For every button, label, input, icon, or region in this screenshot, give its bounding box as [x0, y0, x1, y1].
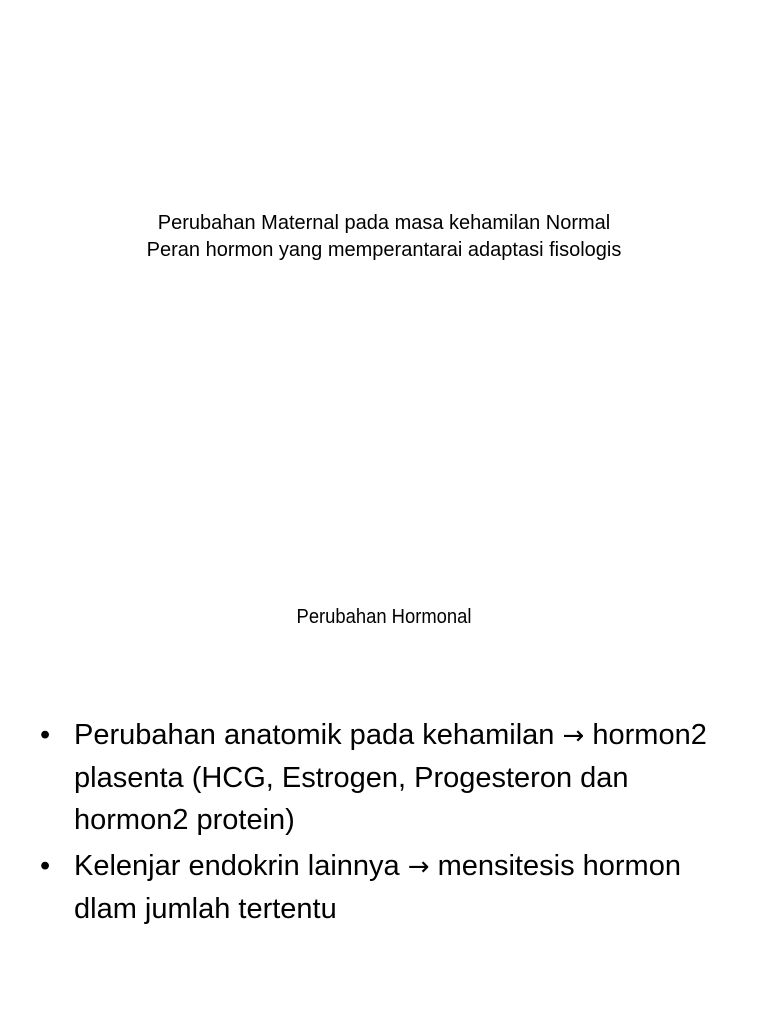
- right-arrow-icon: →: [407, 852, 430, 882]
- bullet-list: [38, 714, 728, 934]
- bullet-text-after-arrow: mensitesis hormon dlam jumlah tertentu: [74, 850, 681, 925]
- bullet-text-before-arrow: Perubahan anatomik pada kehamilan: [74, 719, 555, 751]
- title-line-1: Perubahan Maternal pada masa kehamilan Normal: [157, 212, 611, 234]
- bullet-item-hormon-plasenta: [38, 714, 728, 841]
- title-line-2: Peran hormon yang memperantarai adaptasi fisologis: [146, 239, 622, 261]
- bullet-text-after-arrow: hormon2 plasenta (HCG, Estrogen, Progesteron dan hormon2 protein): [74, 719, 707, 836]
- bullet-dot-icon: •: [40, 719, 51, 751]
- section-heading: Perubahan Hormonal: [296, 606, 472, 628]
- bullet-item-kelenjar-endokrin: [38, 845, 728, 930]
- right-arrow-icon: →: [562, 721, 585, 751]
- slide-title: [0, 210, 768, 264]
- bullet-text-before-arrow: Kelenjar endokrin lainnya: [74, 850, 400, 882]
- bullet-dot-icon: •: [40, 850, 51, 882]
